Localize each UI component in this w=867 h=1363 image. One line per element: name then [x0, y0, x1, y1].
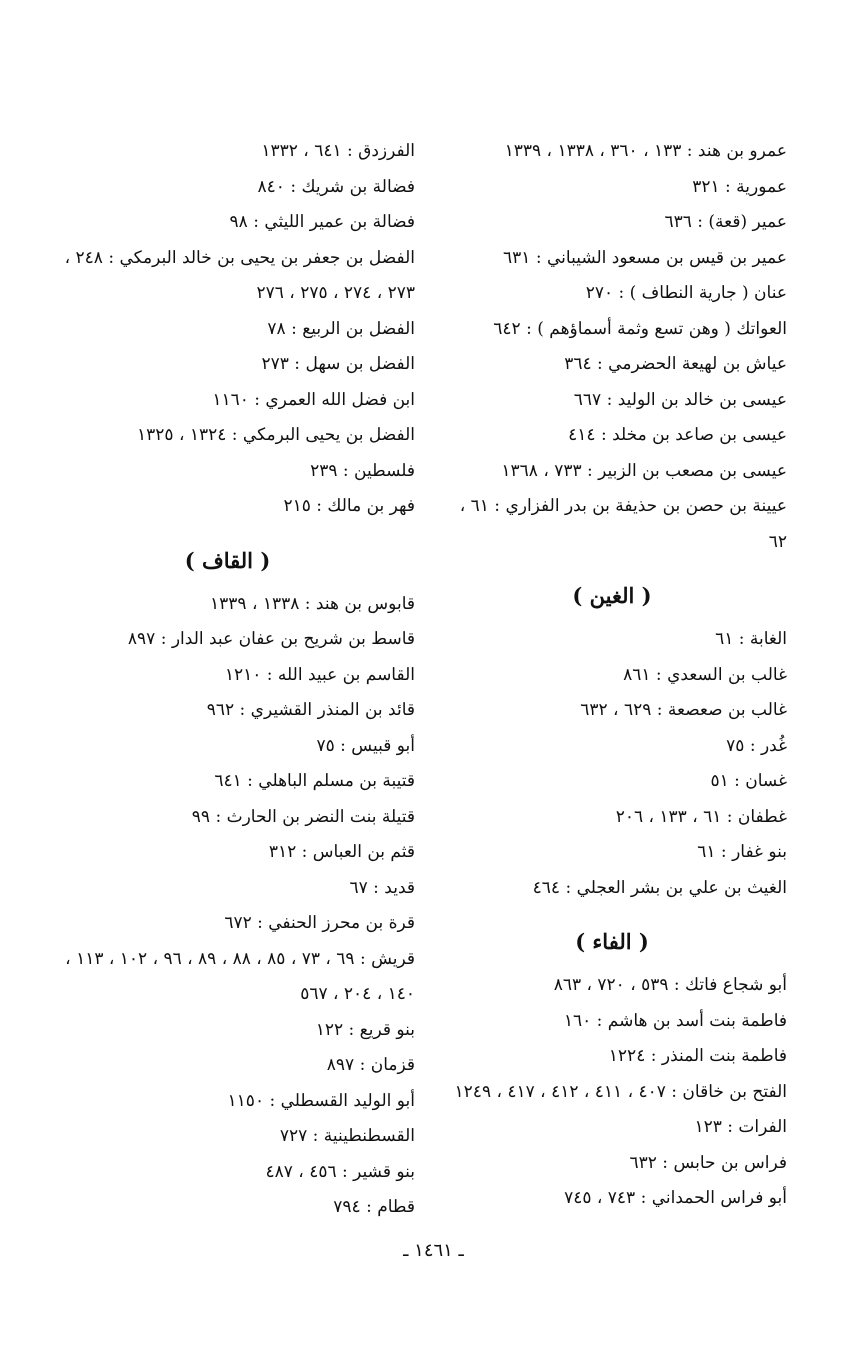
- index-entry: الفضل بن سهل : ٢٧٣: [261, 354, 415, 374]
- index-entry: فضالة بن عمير الليثي : ٩٨: [229, 212, 415, 232]
- index-entry: غُدر : ٧٥: [726, 735, 787, 756]
- index-entry: قثم بن العباس : ٣١٢: [268, 842, 415, 862]
- section-heading-ghain: ( الغين ): [572, 583, 652, 608]
- index-entry: الفضل بن يحيى البرمكي : ١٣٢٤ ، ١٣٢٥: [137, 425, 415, 445]
- index-entry: القسطنطينية : ٧٢٧: [279, 1126, 415, 1146]
- index-entry: فهر بن مالك : ٢١٥: [283, 496, 415, 516]
- index-entry: الفتح بن خاقان : ٤٠٧ ، ٤١١ ، ٤١٢ ، ٤١٧ ، ١٢٤٩: [454, 1081, 787, 1102]
- page-number: ـ ١٤٦١ ـ: [403, 1240, 464, 1261]
- right-column: [437, 134, 787, 1217]
- index-entry: قطام : ٧٩٤: [333, 1197, 415, 1217]
- index-entry: قديد : ٦٧: [349, 877, 415, 898]
- index-entry: قابوس بن هند : ١٣٣٨ ، ١٣٣٩: [210, 593, 415, 614]
- index-entry: قريش : ٦٩ ، ٧٣ ، ٨٥ ، ٨٨ ، ٨٩ ، ٩٦ ، ١٠٢ ، ١١٣ ، ١٤٠ ، ٢٠٤ ، ٥٦٧: [65, 948, 415, 1004]
- index-entry: أبو شجاع فاتك : ٥٣٩ ، ٧٢٠ ، ٨٦٣: [553, 975, 787, 995]
- index-entry: فضالة بن شريك : ٨٤٠: [257, 176, 415, 197]
- index-entry: قاسط بن شريح بن عفان عبد الدار : ٨٩٧: [127, 629, 415, 649]
- index-entry: العواتك ( وهن تسع وثمة أسماؤهم ) : ٦٤٢: [493, 318, 787, 339]
- index-entry: عيينة بن حصن بن حذيفة بن بدر الفزاري : ٦١ ، ٦٢: [459, 496, 787, 552]
- index-entry: عمير بن قيس بن مسعود الشيباني : ٦٣١: [503, 247, 787, 268]
- index-entry: فاطمة بنت أسد بن هاشم : ١٦٠: [563, 1010, 787, 1031]
- index-entry: فراس بن حابس : ٦٣٢: [629, 1152, 787, 1173]
- section-heading-fa: ( الفاء ): [575, 929, 649, 954]
- index-entry: بنو غفار : ٦١: [697, 842, 787, 862]
- index-entry: عمورية : ٣٢١: [692, 176, 787, 197]
- index-entry: أبو فراس الحمداني : ٧٤٣ ، ٧٤٥: [564, 1188, 787, 1208]
- index-entry: غسان : ٥١: [710, 771, 787, 791]
- index-entry: غطفان : ٦١ ، ١٣٣ ، ٢٠٦: [615, 806, 787, 827]
- index-entry: القاسم بن عبيد الله : ١٢١٠: [224, 664, 415, 685]
- index-entry: الغابة : ٦١: [715, 629, 787, 649]
- index-entry: بنو قشير : ٤٥٦ ، ٤٨٧: [265, 1161, 415, 1182]
- index-entry: عيسى بن صاعد بن مخلد : ٤١٤: [568, 425, 787, 445]
- index-entry: الغيث بن علي بن بشر العجلي : ٤٦٤: [532, 877, 787, 898]
- index-entry: قتيبة بن مسلم الباهلي : ٦٤١: [214, 771, 415, 791]
- index-entry: أبو الوليد القسطلي : ١١٥٠: [227, 1090, 415, 1111]
- index-entry: قرة بن محرز الحنفي : ٦٧٢: [224, 913, 415, 933]
- index-entry: بنو قريع : ١٢٢: [315, 1019, 415, 1040]
- index-entry: قتيلة بنت النضر بن الحارث : ٩٩: [191, 806, 415, 827]
- section-heading-qaf: ( القاف ): [184, 547, 271, 573]
- index-entry: ابن فضل الله العمري : ١١٦٠: [212, 389, 415, 410]
- index-entry: عياش بن لهيعة الحضرمي : ٣٦٤: [564, 354, 787, 374]
- index-entry: عمرو بن هند : ١٣٣ ، ٣٦٠ ، ١٣٣٨ ، ١٣٣٩: [504, 141, 787, 161]
- index-entry: غالب بن صعصعة : ٦٢٩ ، ٦٣٢: [580, 700, 787, 720]
- index-entry: أبو قبيس : ٧٥: [316, 735, 415, 756]
- index-entry: قائد بن المنذر القشيري : ٩٦٢: [206, 700, 415, 720]
- index-entry: الفضل بن جعفر بن يحيى بن خالد البرمكي : ٢٤٨ ، ٢٧٣ ، ٢٧٤ ، ٢٧٥ ، ٢٧٦: [64, 247, 415, 303]
- index-entry: فلسطين : ٢٣٩: [310, 460, 415, 481]
- index-entry: قزمان : ٨٩٧: [326, 1055, 415, 1075]
- index-entry: غالب بن السعدي : ٨٦١: [623, 664, 787, 685]
- index-entry: الفضل بن الربيع : ٧٨: [267, 318, 415, 339]
- index-entry: فاطمة بنت المنذر : ١٢٢٤: [608, 1046, 787, 1066]
- index-entry: عمير (قعة) : ٦٣٦: [664, 212, 787, 232]
- index-entry: عيسى بن مصعب بن الزبير : ٧٣٣ ، ١٣٦٨: [501, 460, 787, 481]
- index-entry: الفرات : ١٢٣: [694, 1117, 787, 1137]
- index-entry: عنان ( جارية النطاف ) : ٢٧٠: [585, 283, 787, 303]
- index-entry: عيسى بن خالد بن الوليد : ٦٦٧: [573, 389, 787, 410]
- left-column: [40, 134, 415, 1226]
- index-entry: الفرزدق : ٦٤١ ، ١٣٣٢: [261, 141, 415, 161]
